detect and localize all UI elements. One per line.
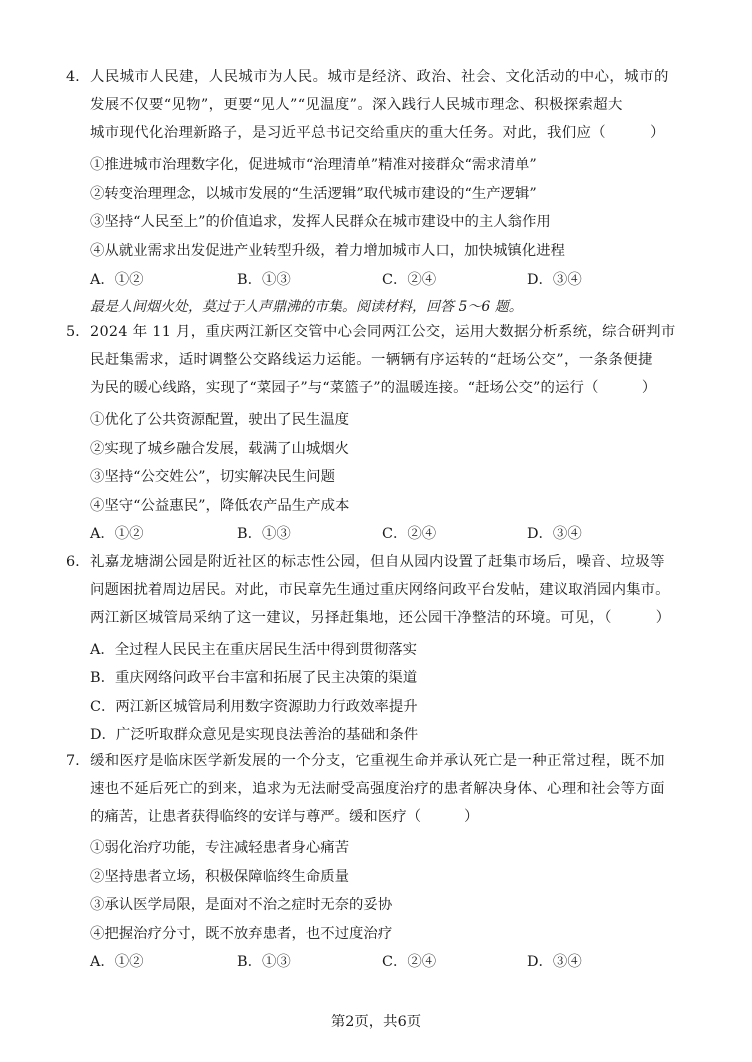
statement-item: ④把握治疗分寸，既不放弃患者，也不过度治疗 xyxy=(90,926,393,942)
choice-d: D．广泛听取群众意见是实现良法善治的基础和条件 xyxy=(90,727,419,743)
question-stem-line: 缓和医疗是临床医学新发展的一个分支，它重视生命并承认死亡是一种正常过程，既不加 xyxy=(90,753,665,769)
question-stem-line: 人民城市人民建，人民城市为人民。城市是经济、政治、社会、文化活动的中心，城市的 xyxy=(90,69,669,85)
question-stem-line: 两江新区城管局采纳了这一建议，另择赶集地，还公园干净整洁的环境。可见，（ ） xyxy=(90,610,671,626)
question-number: 4. xyxy=(66,69,80,85)
question-stem-line: 的痛苦，让患者获得临终的安详与尊严。缓和医疗（ ） xyxy=(90,809,479,825)
question-number: 6. xyxy=(66,554,80,570)
choice-a: A．①② xyxy=(90,526,144,542)
choice-c: C．②④ xyxy=(382,954,437,970)
choice-b: B．重庆网络问政平台丰富和拓展了民主决策的渠道 xyxy=(90,670,418,686)
statement-item: ④坚守“公益惠民”，降低农产品生产成本 xyxy=(90,498,350,514)
choice-a: A．①② xyxy=(90,954,144,970)
question-stem-line: 礼嘉龙塘湖公园是附近社区的标志性公园，但自从园内设置了赶集市场后，噪音、垃圾等 xyxy=(90,554,665,570)
choice-c: C．②④ xyxy=(382,272,437,288)
choice-b: B．①③ xyxy=(237,526,291,542)
question-stem-line: 发展不仅要“见物”，更要“见人”“见温度”。深入践行人民城市理念、积极探索超大 xyxy=(90,97,623,113)
statement-item: ①优化了公共资源配置，驶出了民生温度 xyxy=(90,412,350,428)
choice-c: C．②④ xyxy=(382,526,437,542)
statement-item: ①弱化治疗功能，专注减轻患者身心痛苦 xyxy=(90,840,350,856)
choice-b: B．①③ xyxy=(237,272,291,288)
question-stem-line: 民赶集需求，适时调整公交路线运力运能。一辆辆有序运转的“赶场公交”，一条条便捷 xyxy=(90,352,653,368)
statement-item: ②转变治理理念，以城市发展的“生活逻辑”取代城市建设的“生产逻辑” xyxy=(90,186,537,202)
page-footer: 第2页，共6页 xyxy=(330,1014,422,1030)
choice-b: B．①③ xyxy=(237,954,291,970)
question-number: 5. xyxy=(66,324,80,340)
choice-a: A．①② xyxy=(90,272,144,288)
question-stem-line: 城市现代化治理新路子，是习近平总书记交给重庆的重大任务。对此，我们应（ ） xyxy=(90,125,665,141)
choice-d: D．③④ xyxy=(527,272,582,288)
statement-item: ①推进城市治理数字化，促进城市“治理清单”精准对接群众“需求清单” xyxy=(90,157,537,173)
question-number: 7. xyxy=(66,753,80,769)
statement-item: ②坚持患者立场，积极保障临终生命质量 xyxy=(90,869,350,885)
question-stem-line: 为民的暖心线路，实现了“菜园子”与“菜篮子”的温暖连接。“赶场公交”的运行（ ） xyxy=(90,380,657,396)
statement-item: ③坚持“公交姓公”，切实解决民生问题 xyxy=(90,469,335,485)
choice-d: D．③④ xyxy=(527,954,582,970)
statement-item: ④从就业需求出发促进产业转型升级，着力增加城市人口，加快城镇化进程 xyxy=(90,243,565,259)
choice-d: D．③④ xyxy=(527,526,582,542)
statement-item: ③承认医学局限，是面对不治之症时无奈的妥协 xyxy=(90,897,393,913)
statement-item: ③坚持“人民至上”的价值追求，发挥人民群众在城市建设中的主人翁作用 xyxy=(90,214,551,230)
question-stem-line: 问题困扰着周边居民。对此，市民章先生通过重庆网络问政平台发帖，建议取消园内集市。 xyxy=(90,582,670,598)
question-stem-line: 2024 年 11 月，重庆两江新区交管中心会同两江公交，运用大数据分析系统，综合研判市 xyxy=(90,324,676,340)
question-stem-line: 速也不延后死亡的到来，追求为无法耐受高强度治疗的患者解决身体、心理和社会等方面 xyxy=(90,781,665,797)
material-intro: 最是人间烟火处，莫过于人声鼎沸的市集。阅读材料，回答 5～6 题。 xyxy=(90,299,523,315)
statement-item: ②实现了城乡融合发展，载满了山城烟火 xyxy=(90,441,350,457)
choice-a: A．全过程人民民主在重庆居民生活中得到贯彻落实 xyxy=(90,642,417,658)
choice-c: C．两江新区城管局利用数字资源助力行政效率提升 xyxy=(90,699,418,715)
